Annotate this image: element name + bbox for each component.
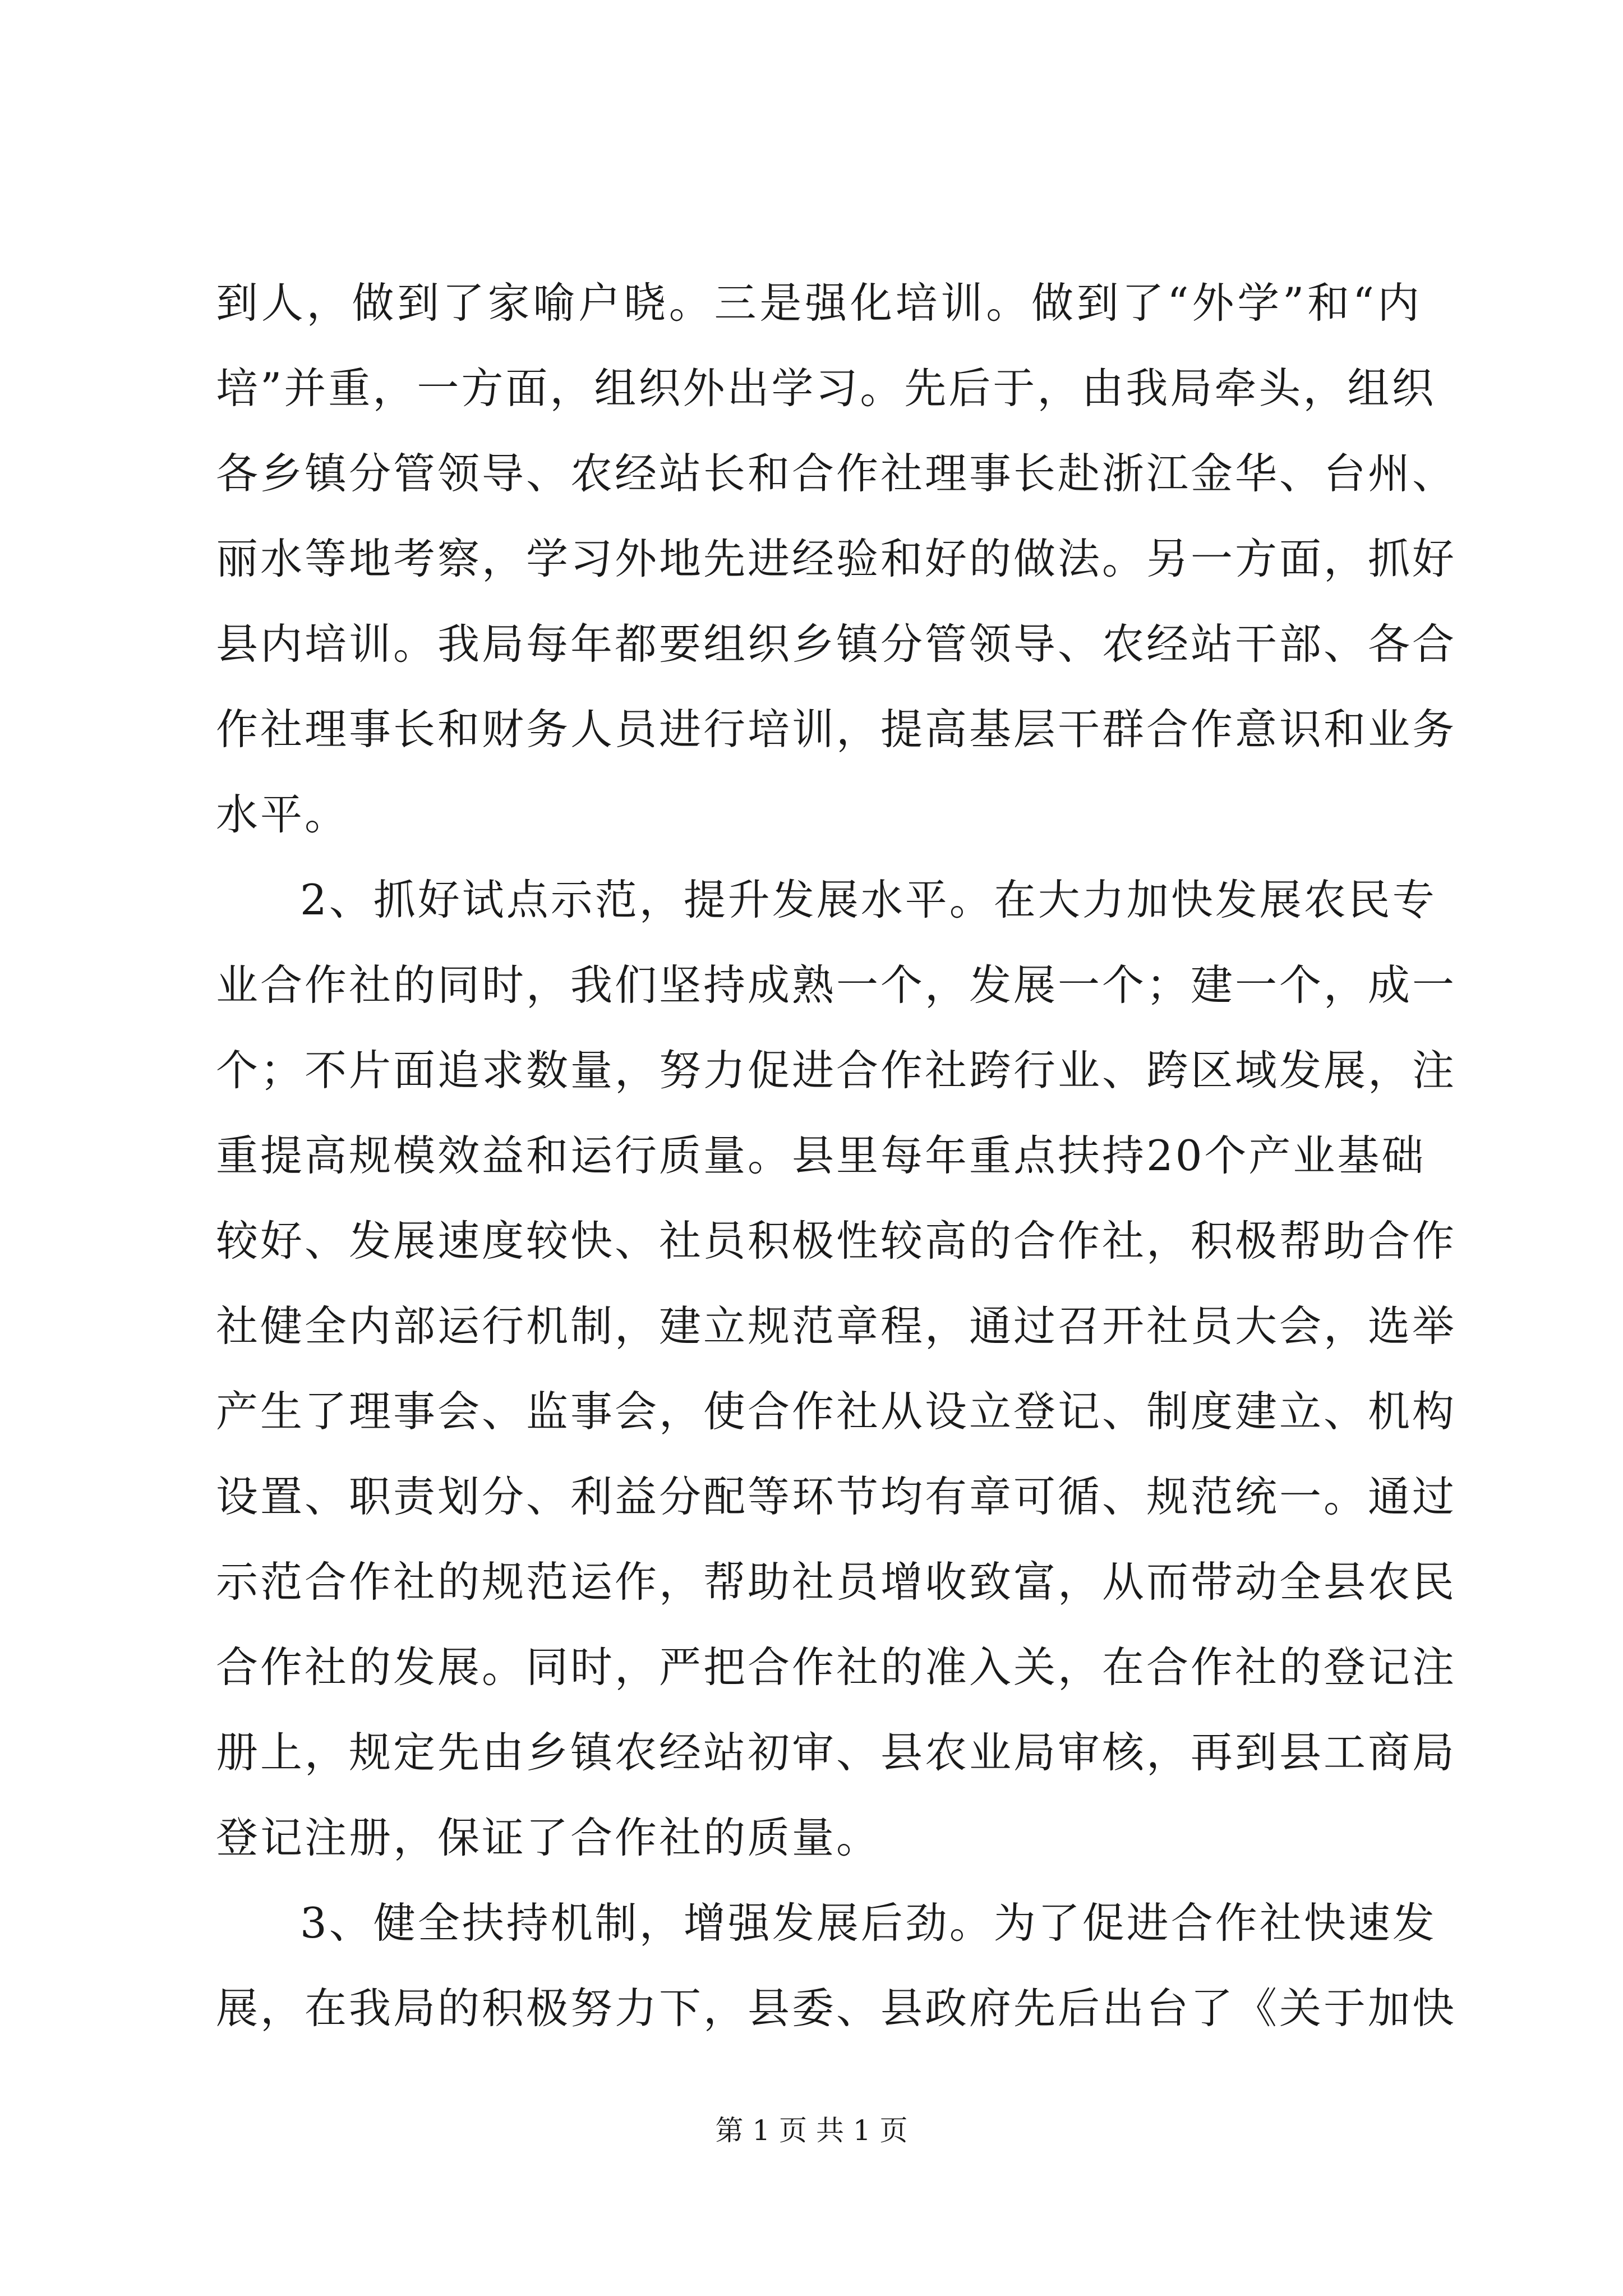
text-line: 水平。 (216, 790, 349, 839)
text-line: 合作社的发展。同时，严把合作社的准入关，在合作社的登记注 (216, 1642, 1457, 1692)
text-line: 产生了理事会、监事会，使合作社从设立登记、制度建立、机构 (216, 1387, 1457, 1436)
text-line: 重提高规模效益和运行质量。县里每年重点扶持20个产业基础 (216, 1131, 1426, 1180)
text-line: 作社理事长和财务人员进行培训，提高基层干群合作意识和业务 (216, 705, 1457, 754)
text-line: 设置、职责划分、利益分配等环节均有章可循、规范统一。通过 (216, 1472, 1457, 1521)
text-line: 登记注册，保证了合作社的质量。 (216, 1813, 881, 1862)
text-line: 各乡镇分管领导、农经站长和合作社理事长赴浙江金华、台州、 (216, 449, 1457, 498)
text-line: 培”并重，一方面，组织外出学习。先后于，由我局牵头，组织 (216, 364, 1436, 413)
text-line: 较好、发展速度较快、社员积极性较高的合作社，积极帮助合作 (216, 1216, 1457, 1266)
text-line: 丽水等地考察，学习外地先进经验和好的做法。另一方面，抓好 (216, 534, 1457, 583)
text-line: 册上，规定先由乡镇农经站初审、县农业局审核，再到县工商局 (216, 1728, 1457, 1777)
text-line: 县内培训。我局每年都要组织乡镇分管领导、农经站干部、各合 (216, 619, 1457, 669)
text-line: 示范合作社的规范运作，帮助社员增收致富，从而带动全县农民 (216, 1557, 1457, 1607)
body-text (216, 260, 1457, 2051)
paragraph-first-line: 3、健全扶持机制，增强发展后劲。为了促进合作社快速发 (300, 1898, 1437, 1948)
text-line: 社健全内部运行机制，建立规范章程，通过召开社员大会，选举 (216, 1301, 1457, 1351)
text-line: 到人，做到了家喻户晓。三是强化培训。做到了“外学”和“内 (216, 278, 1422, 328)
page-number: 第 1 页 共 1 页 (715, 2114, 908, 2147)
text-line: 展，在我局的积极努力下，县委、县政府先后出台了《关于加快 (216, 1984, 1457, 2033)
paragraph-first-line: 2、抓好试点示范，提升发展水平。在大力加快发展农民专 (300, 875, 1437, 924)
text-line: 业合作社的同时，我们坚持成熟一个，发展一个；建一个，成一 (216, 960, 1457, 1010)
text-line: 个；不片面追求数量，努力促进合作社跨行业、跨区域发展，注 (216, 1046, 1457, 1095)
page-footer (0, 2114, 1623, 2147)
